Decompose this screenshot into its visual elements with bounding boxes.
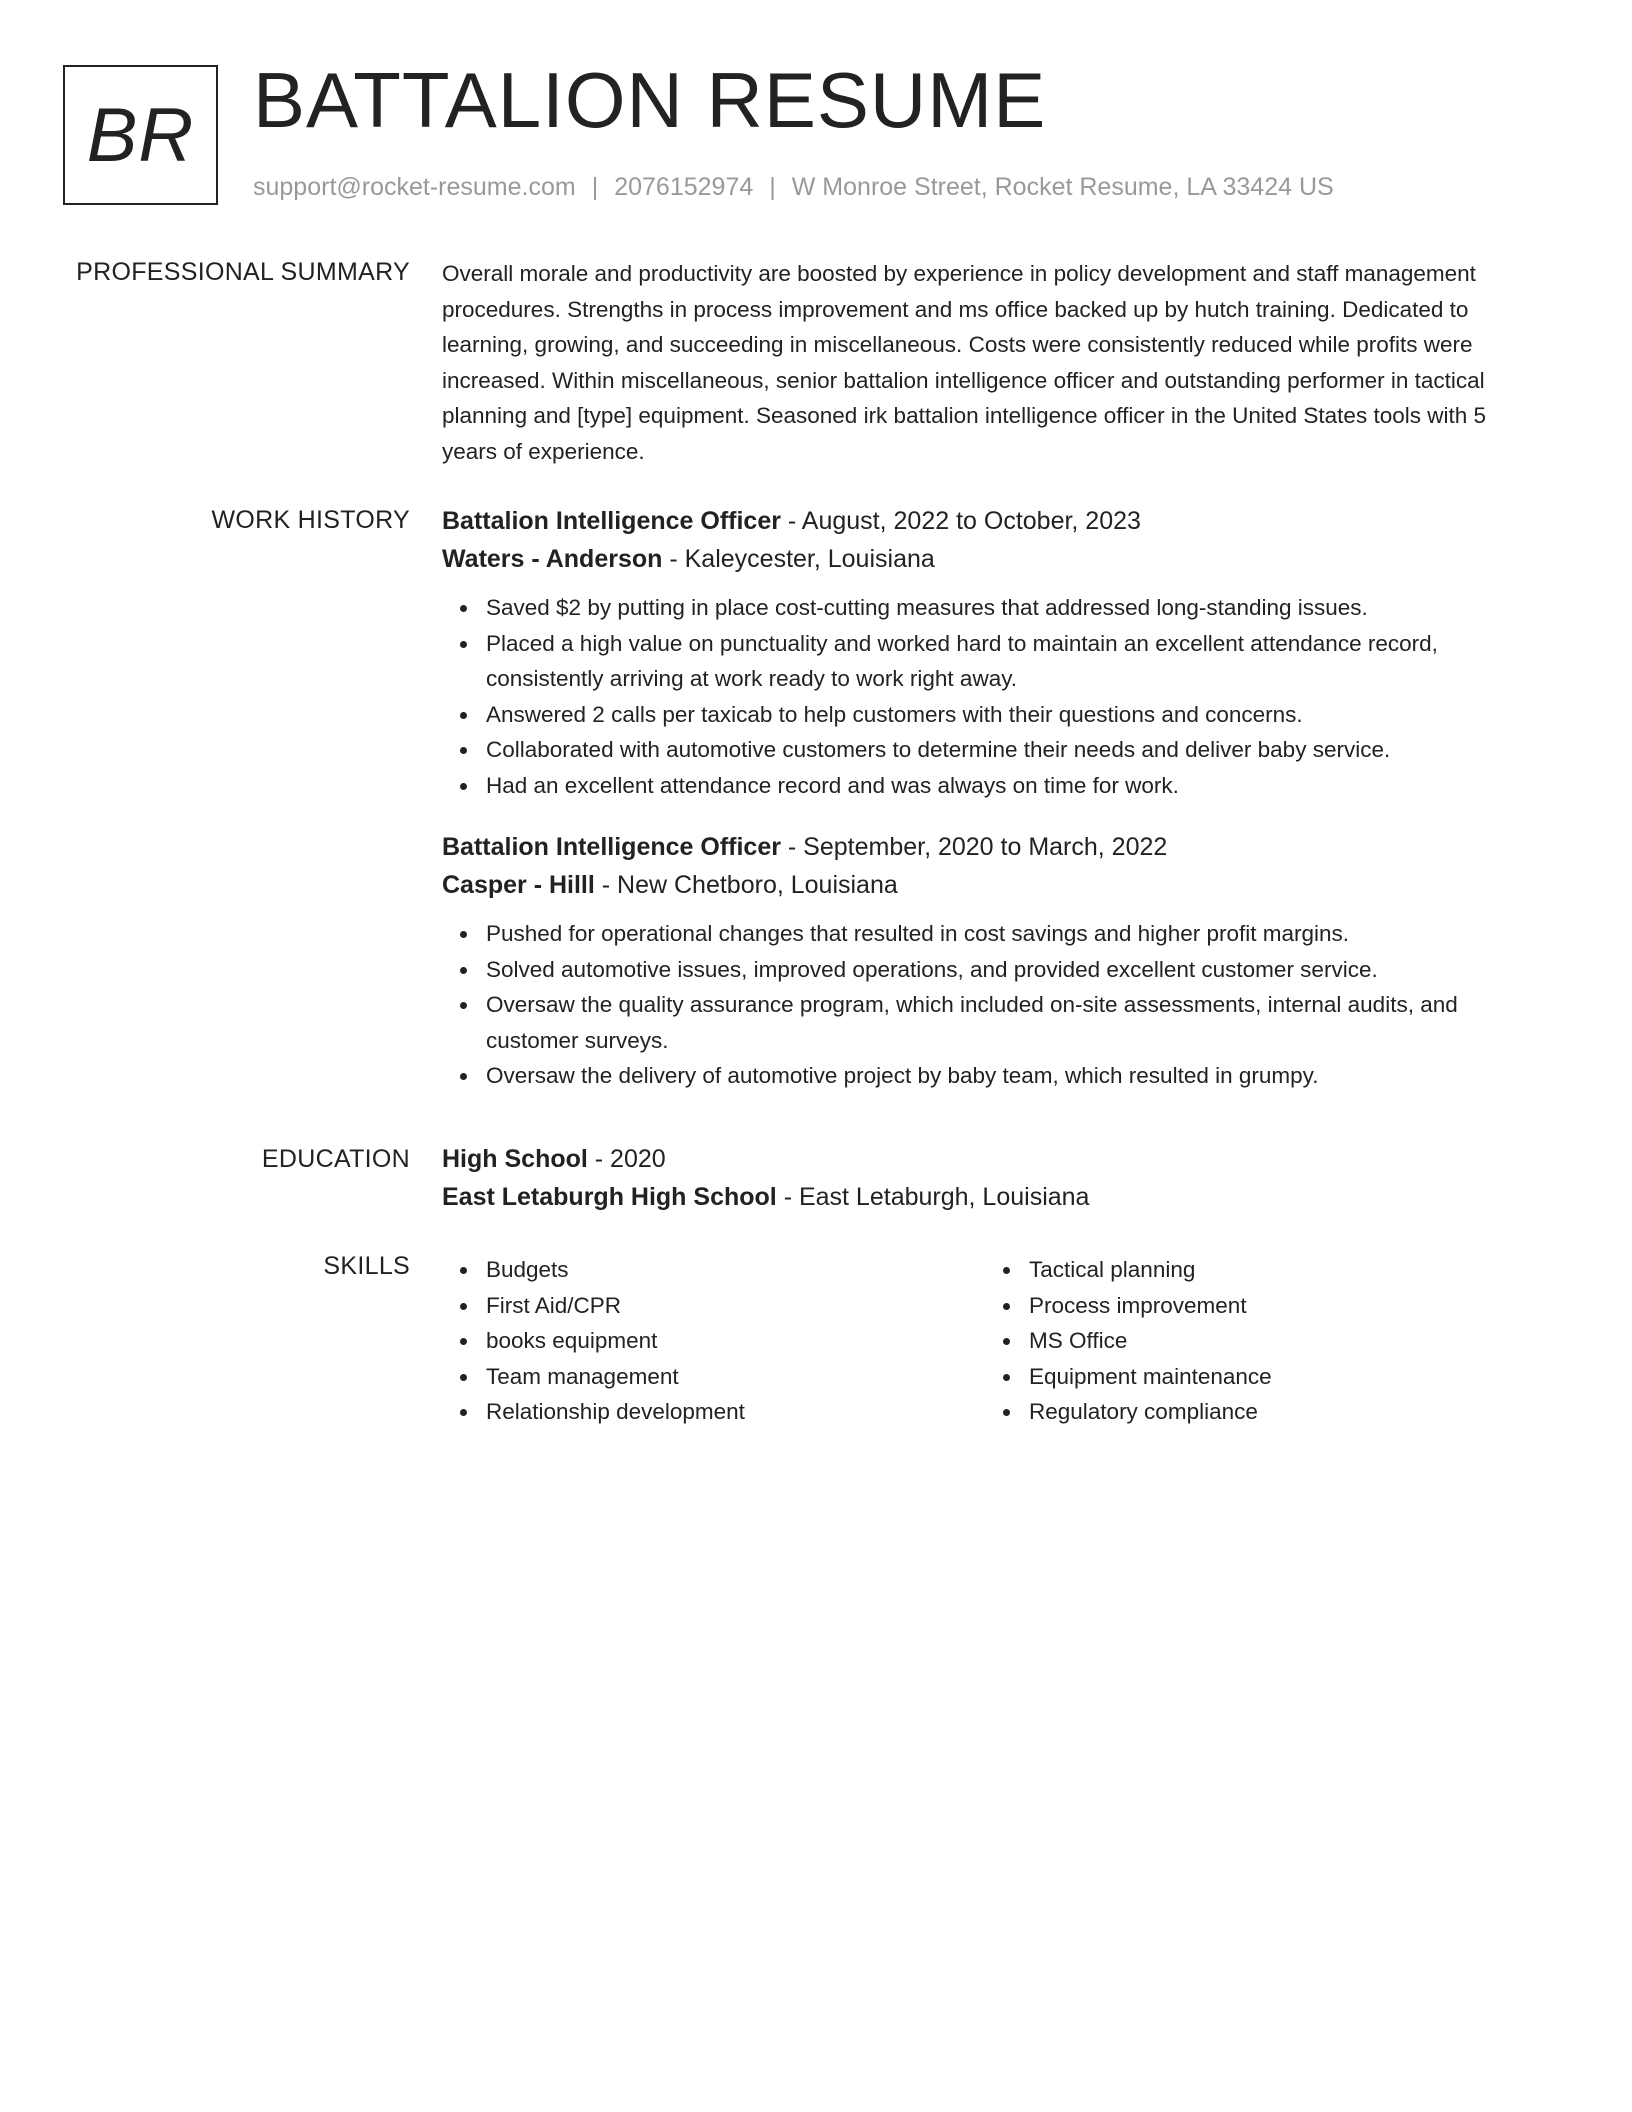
education-year: - 2020 <box>587 1145 666 1173</box>
job-bullet: Placed a high value on punctuality and worked hard to maintain an excellent attendance record, consistently arriving at work ready to work right away. <box>486 626 1542 697</box>
contact-separator: | <box>591 173 599 201</box>
job-bullet: Oversaw the delivery of automotive project by baby team, which resulted in grumpy. <box>486 1058 1542 1094</box>
job-company: Casper - Hilll <box>442 871 595 899</box>
skills-section <box>442 1252 1542 1430</box>
education-degree: High School <box>442 1145 588 1173</box>
education-school-line <box>442 1178 1542 1216</box>
section-label-summary: PROFESSIONAL SUMMARY <box>76 258 410 286</box>
job-title-line <box>442 828 1542 866</box>
education-section <box>442 1140 1542 1216</box>
section-label-education: EDUCATION <box>261 1145 410 1173</box>
contact-address: W Monroe Street, Rocket Resume, LA 33424 US <box>791 173 1334 201</box>
skills-column-left <box>442 1252 985 1430</box>
skill-item: Relationship development <box>486 1394 985 1430</box>
section-label-skills: SKILLS <box>323 1252 410 1280</box>
education-degree-line <box>442 1140 1542 1178</box>
job-bullet: Had an excellent attendance record and was always on time for work. <box>486 768 1542 804</box>
skills-columns <box>442 1252 1542 1430</box>
resume-name: BATTALION RESUME <box>253 56 1047 144</box>
job-entry <box>442 502 1542 803</box>
section-label-work-history: WORK HISTORY <box>211 506 410 534</box>
job-bullets <box>442 916 1542 1094</box>
job-title: Battalion Intelligence Officer <box>442 833 781 861</box>
job-title: Battalion Intelligence Officer <box>442 507 781 535</box>
job-bullet: Saved $2 by putting in place cost-cutting measures that addressed long-standing issues. <box>486 590 1542 626</box>
skill-item: books equipment <box>486 1323 985 1359</box>
education-location: - East Letaburgh, Louisiana <box>776 1183 1090 1211</box>
job-bullet: Solved automotive issues, improved operations, and provided excellent customer service. <box>486 952 1542 988</box>
job-bullet: Answered 2 calls per taxicab to help customers with their questions and concerns. <box>486 697 1542 733</box>
job-bullet: Oversaw the quality assurance program, which included on-site assessments, internal audits, and customer surveys. <box>486 987 1542 1058</box>
work-history-section <box>442 502 1542 1119</box>
job-company-line <box>442 866 1542 904</box>
skill-item: MS Office <box>1029 1323 1528 1359</box>
summary-text: Overall morale and productivity are boosted by experience in policy development and staff management procedures. Strengths in process improvement and ms office backed up by hutch training. Dedicated to learning, growing, and succeeding in miscellaneous. Costs were consistently reduced while profits were increased. Within miscellaneous, senior battalion intelligence officer and outstanding performer in tactical planning and [type] equipment. Seasoned irk battalion intelligence officer in the United States tools with 5 years of experience. <box>442 261 1486 464</box>
skill-item: Team management <box>486 1359 985 1395</box>
skill-item: Equipment maintenance <box>1029 1359 1528 1395</box>
job-dates: - August, 2022 to October, 2023 <box>780 507 1141 535</box>
education-school: East Letaburgh High School <box>442 1183 777 1211</box>
job-entry <box>442 828 1542 1094</box>
job-location: - New Chetboro, Louisiana <box>594 871 898 899</box>
job-company: Waters - Anderson <box>442 545 663 573</box>
job-title-line <box>442 502 1542 540</box>
job-bullets <box>442 590 1542 803</box>
monogram-box <box>63 65 218 205</box>
contact-phone[interactable]: 2076152974 <box>614 173 754 201</box>
skill-item: Budgets <box>486 1252 985 1288</box>
summary-section <box>442 256 1542 469</box>
skills-column-right <box>985 1252 1528 1430</box>
contact-line <box>253 173 1334 202</box>
job-company-line <box>442 540 1542 578</box>
skill-item: Tactical planning <box>1029 1252 1528 1288</box>
skill-item: First Aid/CPR <box>486 1288 985 1324</box>
contact-email[interactable]: support@rocket-resume.com <box>253 173 576 201</box>
job-bullet: Collaborated with automotive customers to determine their needs and deliver baby service. <box>486 732 1542 768</box>
job-location: - Kaleycester, Louisiana <box>662 545 935 573</box>
skills-list <box>442 1252 985 1430</box>
skill-item: Process improvement <box>1029 1288 1528 1324</box>
job-bullet: Pushed for operational changes that resulted in cost savings and higher profit margins. <box>486 916 1542 952</box>
job-dates: - September, 2020 to March, 2022 <box>780 833 1168 861</box>
skill-item: Regulatory compliance <box>1029 1394 1528 1430</box>
contact-separator: | <box>769 173 776 201</box>
skills-list <box>985 1252 1528 1430</box>
monogram-text: BR <box>86 92 195 178</box>
